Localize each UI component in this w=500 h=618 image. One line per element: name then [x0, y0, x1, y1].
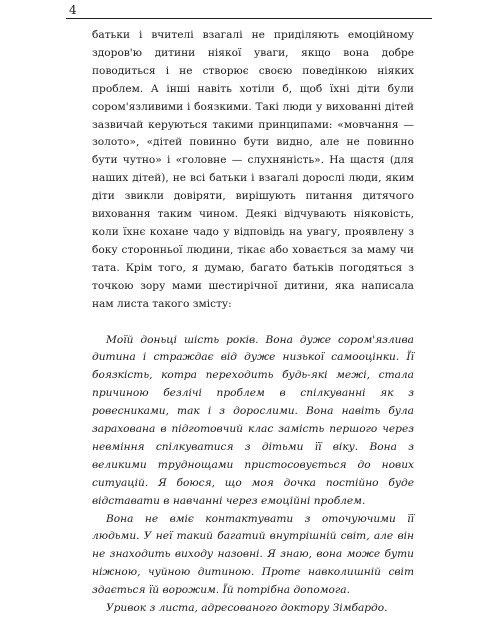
- page-content: [92, 27, 414, 618]
- body-paragraph: батьки і вчителі взагалі не приділяють емоційному здоров'ю дитини ніякої уваги, якщо вона добре поводиться і не створює своєю поведінкою ніяких проблем. А інші навіть хотіли б, щоб їхні діти були сором'язливими і боязкими. Такі люди у вихованні дітей зазвичай керуються такими принципами: «мовчання — золото», «дітей повинно бути видно, але не повинно бути чутно» і «головне — слухняність». На щастя (для наших дітей), не всі батьки і взагалі дорослі люди, яким діти звикли довіряти, вирішують питання дитячого виховання таким чином. Деякі відчувають ніяковість, коли їхнє кохане чадо у відповідь на увагу, проявлену з боку сторонньої людини, тікає або ховається за маму чи тата. Крім того, я думаю, багато батьків погодяться з точкою зору мами шестирічної дитини, яка написала нам листа такого змісту:: [92, 27, 414, 314]
- letter-paragraph-2: Вона не вміє контактувати з оточуючими її людьми. У неї такий багатий внутрішній світ, але він не знаходить виходу назовні. Я знаю, вона може бути ніжною, чуйною дитиною. Проте навколишній світ здається їй ворожим. Їй потрібна допомога.: [92, 511, 414, 601]
- page-number: 4: [69, 3, 77, 17]
- header-rule: [66, 18, 432, 19]
- letter-paragraph-1: Моїй доньці шість років. Вона дуже сором'язлива дитина і страждає від дуже низької самооцінки. Її боязкість, котра переходить будь-які межі, стала причиною безлічі проблем в спілкуванні як з ровесниками, так і з дорослими. Вона навіть була зарахована в підготовчий клас замість першого через невміння спілкуватися з дітьми її віку. Вона з великими труднощами пристосовується до нових ситуацій. Я боюся, що моя дочка постійно буде відставати в навчанні через емоційні проблем.: [92, 332, 414, 511]
- letter-source: Уривок з листа, адресованого доктору Зімбардо.: [92, 600, 414, 618]
- letter-quote: [92, 332, 414, 618]
